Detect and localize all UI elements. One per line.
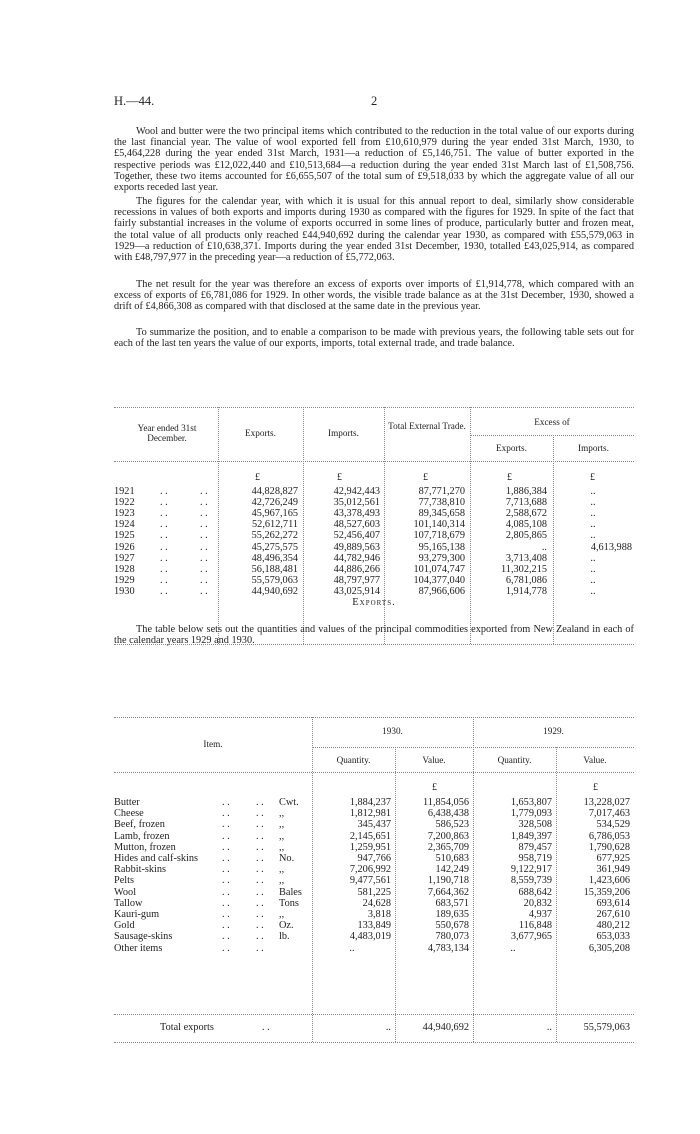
row-exports: 52,612,711 (252, 519, 298, 531)
row-unit: Cwt. (279, 797, 299, 808)
row-quantity-1929: 4,937 (528, 909, 552, 920)
row-item: Hides and calf-skins (114, 853, 199, 864)
page-header (114, 94, 634, 110)
row-value-1930: 683,571 (435, 897, 469, 909)
currency-symbol: £ (590, 472, 595, 483)
row-imports: 43,378,493 (333, 508, 380, 520)
row-leader: . . (200, 563, 208, 575)
header-excess: Excess of (534, 417, 570, 427)
row-unit: ,, (279, 830, 285, 842)
row-leader: . . (222, 942, 230, 954)
row-item: Pelts (114, 875, 135, 887)
row-quantity-1930: 24,628 (362, 897, 391, 909)
row-leader: . . (256, 886, 264, 898)
row-leader: . . (222, 841, 230, 853)
row-excess-exports: 3,713,408 (505, 552, 547, 564)
row-unit: ,, (279, 841, 285, 853)
row-year: 1928 (114, 563, 135, 575)
row-imports: 35,012,561 (333, 497, 380, 509)
row-leader: . . (160, 497, 168, 509)
row-leader: . . (160, 574, 168, 586)
row-value-1930: 780,073 (435, 931, 469, 943)
row-quantity-1930: .. (349, 942, 355, 954)
row-imports: 43,025,914 (333, 585, 380, 597)
section-title-exports: Exports. (352, 597, 396, 608)
table-rule (114, 461, 634, 462)
row-item: Wool (114, 886, 137, 898)
header-imports: Imports. (328, 428, 359, 438)
row-unit: Oz. (279, 920, 294, 932)
row-leader: . . (222, 897, 230, 909)
row-excess-imports: .. (590, 530, 596, 542)
row-quantity-1930: 1,884,237 (349, 797, 391, 808)
row-leader: . . (160, 563, 168, 575)
row-quantity-1929: 1,849,397 (510, 830, 552, 842)
row-leader: . . (256, 797, 264, 808)
row-item: Tallow (114, 897, 143, 909)
row-value-1930: 510,683 (435, 853, 469, 864)
row-value-1929: 653,033 (596, 931, 630, 943)
row-value-1930: 7,200,863 (427, 830, 469, 842)
row-excess-exports: 4,085,108 (505, 519, 547, 531)
row-quantity-1929: .. (510, 942, 516, 954)
row-value-1929: 534,529 (596, 819, 630, 831)
row-value-1930: 1,190,718 (427, 875, 469, 887)
row-year: 1922 (114, 497, 135, 509)
row-item: Cheese (114, 808, 144, 820)
page-number: 2 (371, 94, 378, 108)
row-leader: . . (256, 931, 264, 943)
row-leader: . . (222, 819, 230, 831)
total-exports-leader: . . (262, 1022, 270, 1033)
row-value-1929: 6,305,208 (588, 942, 630, 954)
row-leader: . . (256, 897, 264, 909)
row-quantity-1929: 116,848 (518, 920, 552, 932)
row-excess-exports: 1,914,778 (505, 585, 547, 597)
currency-symbol: £ (255, 472, 260, 483)
row-excess-exports: 7,713,688 (505, 497, 547, 509)
row-unit: No. (279, 853, 295, 864)
row-total-trade: 89,345,658 (418, 508, 465, 520)
row-value-1930: 550,678 (435, 920, 469, 932)
row-excess-imports: 4,613,988 (590, 541, 632, 553)
header-excess-imports: Imports. (578, 443, 609, 453)
row-excess-exports: 11,302,215 (501, 563, 547, 575)
currency-symbol: £ (432, 782, 437, 793)
row-imports: 44,782,946 (333, 552, 380, 564)
row-leader: . . (222, 931, 230, 943)
paragraph-exports-intro: The table below sets out the quantities and values of the principal commodities exported from New Zealand in each of the calendar years 1929 and 1930. (114, 624, 634, 647)
row-value-1929: 267,610 (596, 909, 630, 920)
paragraph-net-result: The net result for the year was therefore an excess of exports over imports of £1,914,778, which compared with an excess of exports of £6,781,086 for 1929. In other words, the visible trade balance as at the 31st December, 1930, showed a drift of £4,866,308 as compared with that disclosed at the same date in the previous year. (114, 279, 634, 313)
row-leader: . . (200, 530, 208, 542)
row-item: Butter (114, 797, 140, 808)
row-imports: 48,527,603 (333, 519, 380, 531)
row-exports: 55,579,063 (251, 574, 298, 586)
row-quantity-1929: 1,653,807 (510, 797, 552, 808)
row-leader: . . (222, 920, 230, 932)
row-value-1929: 361,949 (596, 864, 630, 876)
row-quantity-1930: 3,818 (367, 909, 391, 920)
row-leader: . . (200, 508, 208, 520)
row-exports: 45,967,165 (251, 508, 298, 520)
row-total-trade: 95,165,138 (418, 541, 465, 553)
row-item: Gold (114, 920, 135, 932)
row-quantity-1930: 2,145,651 (349, 830, 391, 842)
row-exports: 44,828,827 (251, 486, 298, 497)
row-value-1929: 1,790,628 (588, 841, 630, 853)
row-exports: 48,496,354 (251, 552, 298, 564)
row-value-1930: 142,249 (435, 864, 469, 876)
row-unit: Bales (279, 886, 302, 898)
table-rule (114, 1042, 634, 1043)
currency-symbol: £ (507, 472, 512, 483)
row-unit: lb. (279, 931, 290, 943)
row-leader: . . (222, 797, 230, 808)
row-total-trade: 104,377,040 (413, 574, 465, 586)
row-quantity-1929: 879,457 (518, 841, 552, 853)
row-item: Sausage-skins (114, 931, 173, 943)
row-excess-imports: .. (590, 508, 596, 520)
row-quantity-1930: 7,206,992 (349, 864, 391, 876)
row-excess-imports: .. (590, 585, 596, 597)
row-leader: . . (256, 920, 264, 932)
row-year: 1921 (114, 486, 135, 497)
total-quantity-1929: .. (546, 1022, 552, 1033)
row-leader: . . (200, 486, 208, 497)
row-year: 1926 (114, 541, 135, 553)
row-leader: . . (200, 497, 208, 509)
row-excess-exports: 6,781,086 (505, 574, 547, 586)
currency-symbol: £ (423, 472, 428, 483)
header-year-1929: 1929. (543, 726, 564, 736)
row-quantity-1929: 20,832 (523, 897, 552, 909)
total-quantity-1930: .. (385, 1022, 391, 1033)
row-leader: . . (256, 819, 264, 831)
row-total-trade: 87,966,606 (418, 585, 465, 597)
row-exports: 42,726,249 (251, 497, 298, 509)
row-leader: . . (256, 841, 264, 853)
row-year: 1923 (114, 508, 135, 520)
row-value-1930: 189,635 (435, 909, 469, 920)
row-unit: ,, (279, 875, 285, 887)
row-excess-imports: .. (590, 497, 596, 509)
row-exports: 56,188,481 (251, 563, 298, 575)
row-leader: . . (160, 585, 168, 597)
row-value-1929: 693,614 (596, 897, 630, 909)
row-unit: Tons (279, 897, 299, 909)
header-item: Item. (203, 739, 223, 749)
row-quantity-1930: 133,849 (357, 920, 391, 932)
row-item: Kauri-gum (114, 909, 160, 920)
table-rule (114, 407, 634, 408)
row-quantity-1929: 958,719 (518, 853, 552, 864)
row-leader: . . (200, 552, 208, 564)
row-quantity-1929: 688,642 (518, 886, 552, 898)
row-quantity-1929: 3,677,965 (510, 931, 552, 943)
row-exports: 44,940,692 (251, 585, 298, 597)
row-value-1930: 586,523 (435, 819, 469, 831)
row-value-1929: 480,212 (596, 920, 630, 932)
total-value-1929: 55,579,063 (583, 1022, 630, 1033)
row-value-1929: 6,786,053 (588, 830, 630, 842)
row-leader: . . (200, 585, 208, 597)
row-quantity-1930: 1,259,951 (349, 841, 391, 853)
row-item: Beef, frozen (114, 819, 165, 831)
header-exports: Exports. (245, 428, 276, 438)
row-leader: . . (222, 886, 230, 898)
row-item: Other items (114, 942, 163, 954)
row-quantity-1930: 345,437 (357, 819, 391, 831)
row-excess-imports: .. (590, 519, 596, 531)
row-value-1929: 13,228,027 (583, 797, 630, 808)
row-total-trade: 101,074,747 (413, 563, 465, 575)
row-quantity-1929: 1,779,093 (510, 808, 552, 820)
row-excess-exports: 1,886,384 (505, 486, 547, 497)
row-year: 1925 (114, 530, 135, 542)
row-quantity-1930: 9,477,561 (349, 875, 391, 887)
row-total-trade: 77,738,810 (418, 497, 465, 509)
row-leader: . . (160, 508, 168, 520)
row-excess-imports: .. (590, 563, 596, 575)
row-leader: . . (256, 875, 264, 887)
row-leader: . . (222, 909, 230, 920)
row-imports: 44,886,266 (333, 563, 380, 575)
row-value-1929: 7,017,463 (588, 808, 630, 820)
row-total-trade: 107,718,679 (413, 530, 465, 542)
row-leader: . . (256, 942, 264, 954)
row-excess-exports: 2,805,865 (505, 530, 547, 542)
row-quantity-1930: 1,812,981 (349, 808, 391, 820)
row-leader: . . (222, 864, 230, 876)
row-value-1930: 4,783,134 (427, 942, 469, 954)
header-year: Year ended 31st December. (137, 423, 197, 443)
row-excess-exports: 2,588,672 (505, 508, 547, 520)
header-quantity-1930: Quantity. (336, 755, 371, 765)
paragraph-calendar-year: The figures for the calendar year, with which it is usual for this annual report to deal, similarly show considerable recessions in values of both exports and imports during 1930 as compared with the figures for 1929. In spite of the fact that fairly substantial increases in the volume of exports occurred in some lines of produce, particularly butter and frozen meat, the total value of all products only reached £44,940,692 during the calendar year 1930, as compared with £55,579,063 in 1929—a reduction of £10,638,371. Imports during the year ended 31st December, 1930, totalled £43,025,914, as compared with £48,797,977 in the preceding year—a reduction of £5,772,063. (114, 196, 634, 264)
document-reference: H.—44. (114, 94, 155, 108)
row-excess-imports: .. (590, 552, 596, 564)
paragraph-wool-butter: Wool and butter were the two principal items which contributed to the reduction in the total value of our exports during the last financial year. The value of wool exported fell from £10,610,979 during the year ended 31st March, 1930, to £5,464,228 during the year ended 31st March, 1931—a reduction of £5,146,751. The value of butter exported in the respective periods was £12,022,440 and £10,513,684—a reduction during the year ended 31st March last of £1,508,756. Together, these two items accounted for £6,655,507 of the total sum of £9,518,033 by which the aggregate value of all our exports receded last year. (114, 126, 634, 194)
row-leader: . . (256, 864, 264, 876)
header-total-trade: Total External Trade. (388, 421, 466, 431)
header-excess-exports: Exports. (496, 443, 527, 453)
row-leader: . . (256, 853, 264, 864)
row-leader: . . (256, 808, 264, 820)
row-quantity-1929: 9,122,917 (510, 864, 552, 876)
row-leader: . . (222, 875, 230, 887)
table-rule (470, 435, 634, 436)
row-excess-imports: .. (590, 486, 596, 497)
row-leader: . . (160, 541, 168, 553)
row-value-1929: 15,359,206 (583, 886, 630, 898)
currency-symbol: £ (593, 782, 598, 793)
row-exports: 55,262,272 (251, 530, 298, 542)
row-item: Lamb, frozen (114, 830, 170, 842)
row-unit: ,, (279, 819, 285, 831)
header-value-1930: Value. (422, 755, 446, 765)
row-excess-imports: .. (590, 574, 596, 586)
row-leader: . . (200, 519, 208, 531)
row-year: 1927 (114, 552, 135, 564)
row-value-1930: 2,365,709 (427, 841, 469, 853)
total-value-1930: 44,940,692 (422, 1022, 469, 1033)
row-year: 1924 (114, 519, 135, 531)
row-value-1929: 677,925 (596, 853, 630, 864)
row-exports: 45,275,575 (251, 541, 298, 553)
row-leader: . . (222, 808, 230, 820)
header-year-1930: 1930. (382, 726, 403, 736)
header-quantity-1929: Quantity. (497, 755, 532, 765)
row-quantity-1930: 947,766 (357, 853, 391, 864)
row-leader: . . (160, 486, 168, 497)
row-leader: . . (200, 541, 208, 553)
row-imports: 52,456,407 (333, 530, 380, 542)
row-leader: . . (256, 909, 264, 920)
paragraph-summary: To summarize the position, and to enable a comparison to be made with previous years, the following table sets out for each of the last ten years the value of our exports, imports, total external trade, and trade balance. (114, 327, 634, 350)
row-value-1930: 6,438,438 (427, 808, 469, 820)
table-rule (114, 717, 634, 718)
row-leader: . . (222, 853, 230, 864)
row-leader: . . (222, 830, 230, 842)
row-quantity-1929: 328,508 (518, 819, 552, 831)
row-imports: 48,797,977 (333, 574, 380, 586)
row-unit: ,, (279, 864, 285, 876)
total-exports-label: Total exports (160, 1022, 214, 1033)
row-quantity-1929: 8,559,739 (510, 875, 552, 887)
row-year: 1930 (114, 585, 135, 597)
row-leader: . . (200, 574, 208, 586)
row-value-1930: 7,664,362 (427, 886, 469, 898)
row-leader: . . (160, 519, 168, 531)
row-excess-exports: .. (541, 541, 547, 553)
row-value-1930: 11,854,056 (423, 797, 469, 808)
row-total-trade: 87,771,270 (418, 486, 465, 497)
row-total-trade: 93,279,300 (418, 552, 465, 564)
header-value-1929: Value. (583, 755, 607, 765)
row-item: Rabbit-skins (114, 864, 167, 876)
row-total-trade: 101,140,314 (413, 519, 465, 531)
row-unit: ,, (279, 808, 285, 820)
row-quantity-1930: 4,483,019 (349, 931, 391, 943)
row-year: 1929 (114, 574, 135, 586)
row-item: Mutton, frozen (114, 841, 176, 853)
row-unit: ,, (279, 909, 285, 920)
row-leader: . . (160, 530, 168, 542)
row-imports: 49,889,563 (333, 541, 380, 553)
currency-symbol: £ (337, 472, 342, 483)
row-imports: 42,942,443 (333, 486, 380, 497)
row-leader: . . (160, 552, 168, 564)
row-quantity-1930: 581,225 (357, 886, 391, 898)
row-value-1929: 1,423,606 (588, 875, 630, 887)
row-leader: . . (256, 830, 264, 842)
